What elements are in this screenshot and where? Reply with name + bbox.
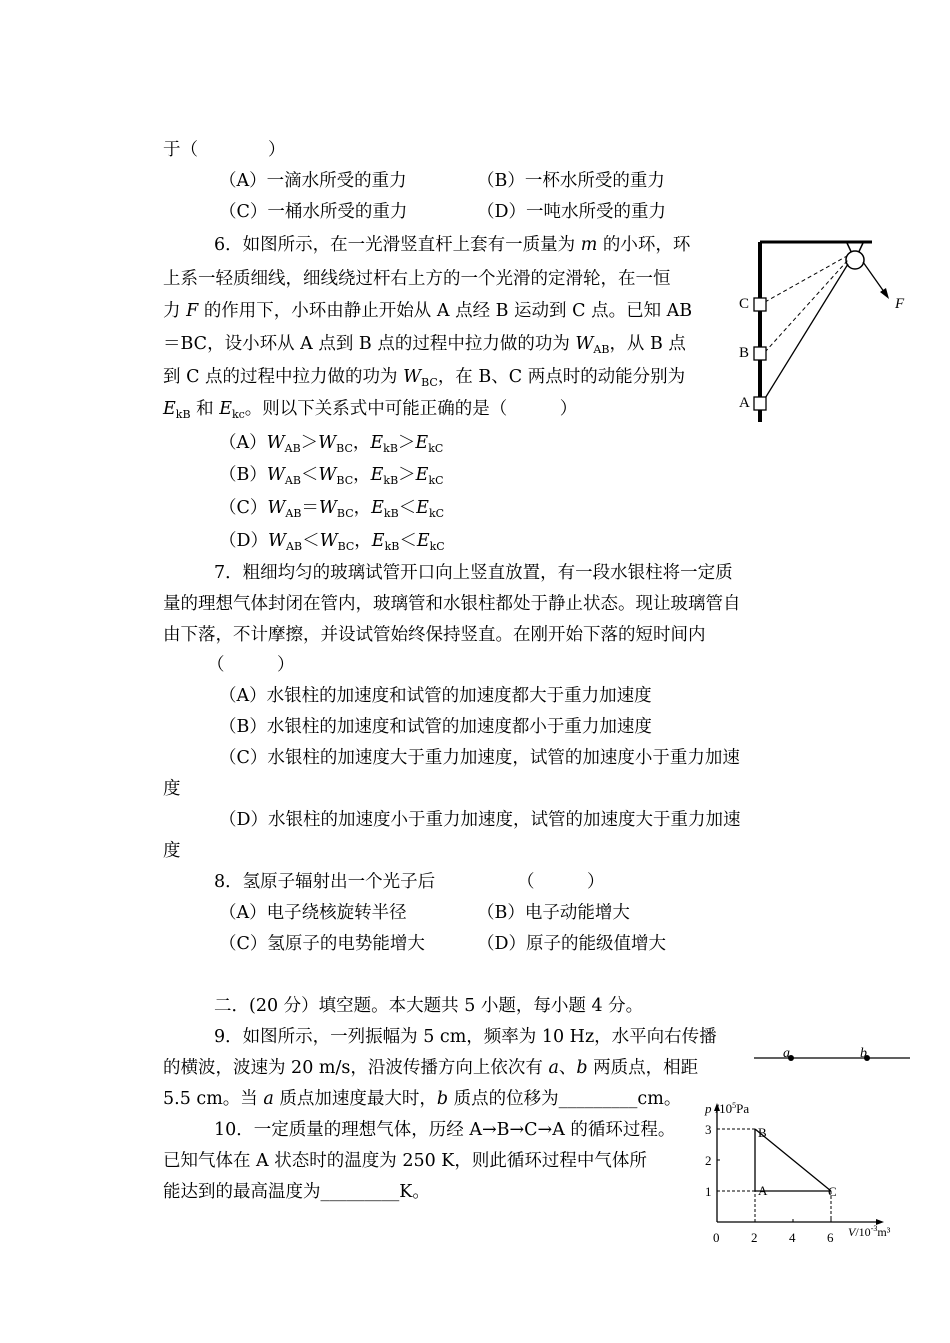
pv-y-axis-label: p $/10^5Pa$ xyxy=(705,1101,750,1116)
q5-tail: 于（ ） xyxy=(163,140,286,160)
q10-pv-chart xyxy=(695,1095,910,1245)
q8-option-a: （A）电子绕核旋转半径 xyxy=(219,903,407,923)
pv-x-tick-6: 6 xyxy=(827,1230,834,1245)
pv-x-tick-4: 4 xyxy=(789,1230,796,1245)
q6-string-at-a xyxy=(764,264,848,400)
q7-line-2: 量的理想气体封闭在管内，玻璃管和水银柱都处于静止状态。现让玻璃管自 xyxy=(163,594,741,614)
q6-force-arrowhead xyxy=(880,288,889,299)
q7-option-d-tail: 度 xyxy=(163,841,181,861)
q8-paren: （ ） xyxy=(517,872,605,892)
q8-option-d: （D）原子的能级值增大 xyxy=(477,934,667,954)
q6-option-c: $(C)W_{AB}=W_{BC}$，$E_{kB}<E_{kC}$ xyxy=(219,498,445,520)
q5-option-a: （A）一滴水所受的重力 xyxy=(219,171,407,191)
q7-line-3: 由下落，不计摩擦，并设试管始终保持竖直。在刚开始下落的短时间内 xyxy=(163,625,706,645)
q10-line-3: 能达到的最高温度为_________K。 xyxy=(163,1182,430,1202)
pv-point-label-a: A xyxy=(758,1183,768,1198)
q6-pulley-figure xyxy=(730,230,920,430)
q6-label-a: A xyxy=(739,395,750,411)
q6-line-2: 上系一轻质细线，细线绕过杆右上方的一个光滑的定滑轮，在一恒 xyxy=(163,269,671,289)
q7-line-1: 7．粗细均匀的玻璃试管开口向上竖直放置，有一段水银柱将一定质 xyxy=(214,563,733,583)
pv-x-axis-label: $V/10^{-3}m^3$ xyxy=(848,1224,891,1239)
q5-option-c: （C）一桶水所受的重力 xyxy=(219,202,408,222)
q7-line-4: （ ） xyxy=(207,655,295,675)
q5-option-d: （D）一吨水所受的重力 xyxy=(477,202,667,222)
q9-line-1: 9．如图所示，一列振幅为 5 cm，频率为 10 Hz，水平向右传播 xyxy=(214,1027,717,1047)
q6-ring-a xyxy=(754,397,766,410)
q7-option-d: （D）水银柱的加速度小于重力加速度，试管的加速度大于重力加速 xyxy=(219,810,741,830)
q6-label-b: B xyxy=(739,345,750,361)
q7-option-c: （C）水银柱的加速度大于重力加速度，试管的加速度小于重力加速 xyxy=(219,748,740,768)
q6-option-b: $(B)W_{AB}<W_{BC}$，$E_{kB}>E_{kC}$ xyxy=(219,465,444,487)
pv-y-tick-2: 2 xyxy=(705,1153,712,1168)
q6-line-6: $E_{kB}$ 和 $E_{kc}$。则以下关系式中可能正确的是（ ） xyxy=(163,399,578,421)
q10-line-1: 10．一定质量的理想气体，历经 A→B→C→A 的循环过程。 xyxy=(214,1120,676,1140)
q6-line-3: 力 F 的作用下，小环由静止开始从 A 点经 B 运动到 C 点。已知 AB xyxy=(163,301,693,321)
q9-line-2: 的横波，波速为 20 m/s，沿波传播方向上依次有 a、b 两质点，相距 xyxy=(163,1058,699,1078)
pv-y-tick-3: 3 xyxy=(705,1122,712,1137)
q9-label-a: a xyxy=(783,1046,790,1061)
q6-pulley-wheel xyxy=(846,251,864,269)
q6-line-1: 6．如图所示，在一光滑竖直杆上套有一质量为 m 的小环，环 xyxy=(214,235,691,255)
q10-line-2: 已知气体在 A 状态时的温度为 250 K，则此循环过程中气体所 xyxy=(163,1151,647,1171)
pv-x-tick-2: 2 xyxy=(751,1230,758,1245)
q6-ring-b xyxy=(754,347,766,360)
q6-string-at-c xyxy=(765,256,847,302)
q8-stem: 8．氢原子辐射出一个光子后 xyxy=(214,872,436,892)
pv-x-tick-0: 0 xyxy=(713,1230,720,1245)
q5-option-b: （B）一杯水所受的重力 xyxy=(477,171,665,191)
q7-option-a: （A）水银柱的加速度和试管的加速度都大于重力加速度 xyxy=(219,686,652,706)
q8-option-c: （C）氢原子的电势能增大 xyxy=(219,934,425,954)
q7-option-b: （B）水银柱的加速度和试管的加速度都小于重力加速度 xyxy=(219,717,652,737)
pv-y-tick-1: 1 xyxy=(705,1184,712,1199)
q6-ring-c xyxy=(754,298,766,311)
q6-option-a: $(A)W_{AB}>W_{BC}$，$E_{kB}>E_{kC}$ xyxy=(219,433,444,455)
q6-line-5: 到 C 点的过程中拉力做的功为 $W_{BC}$，在 B、C 两点时的动能分别为 xyxy=(163,367,686,389)
q8-option-b: （B）电子动能增大 xyxy=(477,903,630,923)
pv-point-label-b: B xyxy=(758,1125,767,1140)
q6-string-at-b xyxy=(765,260,848,352)
q9-label-b: b xyxy=(860,1046,867,1061)
q7-option-c-tail: 度 xyxy=(163,779,181,799)
q6-option-d: $(D)W_{AB}<W_{BC}$，$E_{kB}<E_{kC}$ xyxy=(219,531,445,553)
q6-label-c: C xyxy=(739,296,750,312)
section-2-heading: 二．(20 分）填空题。本大题共 5 小题，每小题 4 分。 xyxy=(214,996,644,1016)
q6-line-4: ＝BC，设小环从 A 点到 B 点的过程中拉力做的功为 $W_{AB}$，从 B 点 xyxy=(163,334,686,356)
q6-label-f: F xyxy=(895,296,905,312)
q9-line-3: 5.5 cm。当 a 质点加速度最大时，b 质点的位移为_________cm。 xyxy=(163,1089,682,1109)
q9-wave-figure xyxy=(750,1042,915,1070)
pv-point-label-c: C xyxy=(828,1184,837,1199)
